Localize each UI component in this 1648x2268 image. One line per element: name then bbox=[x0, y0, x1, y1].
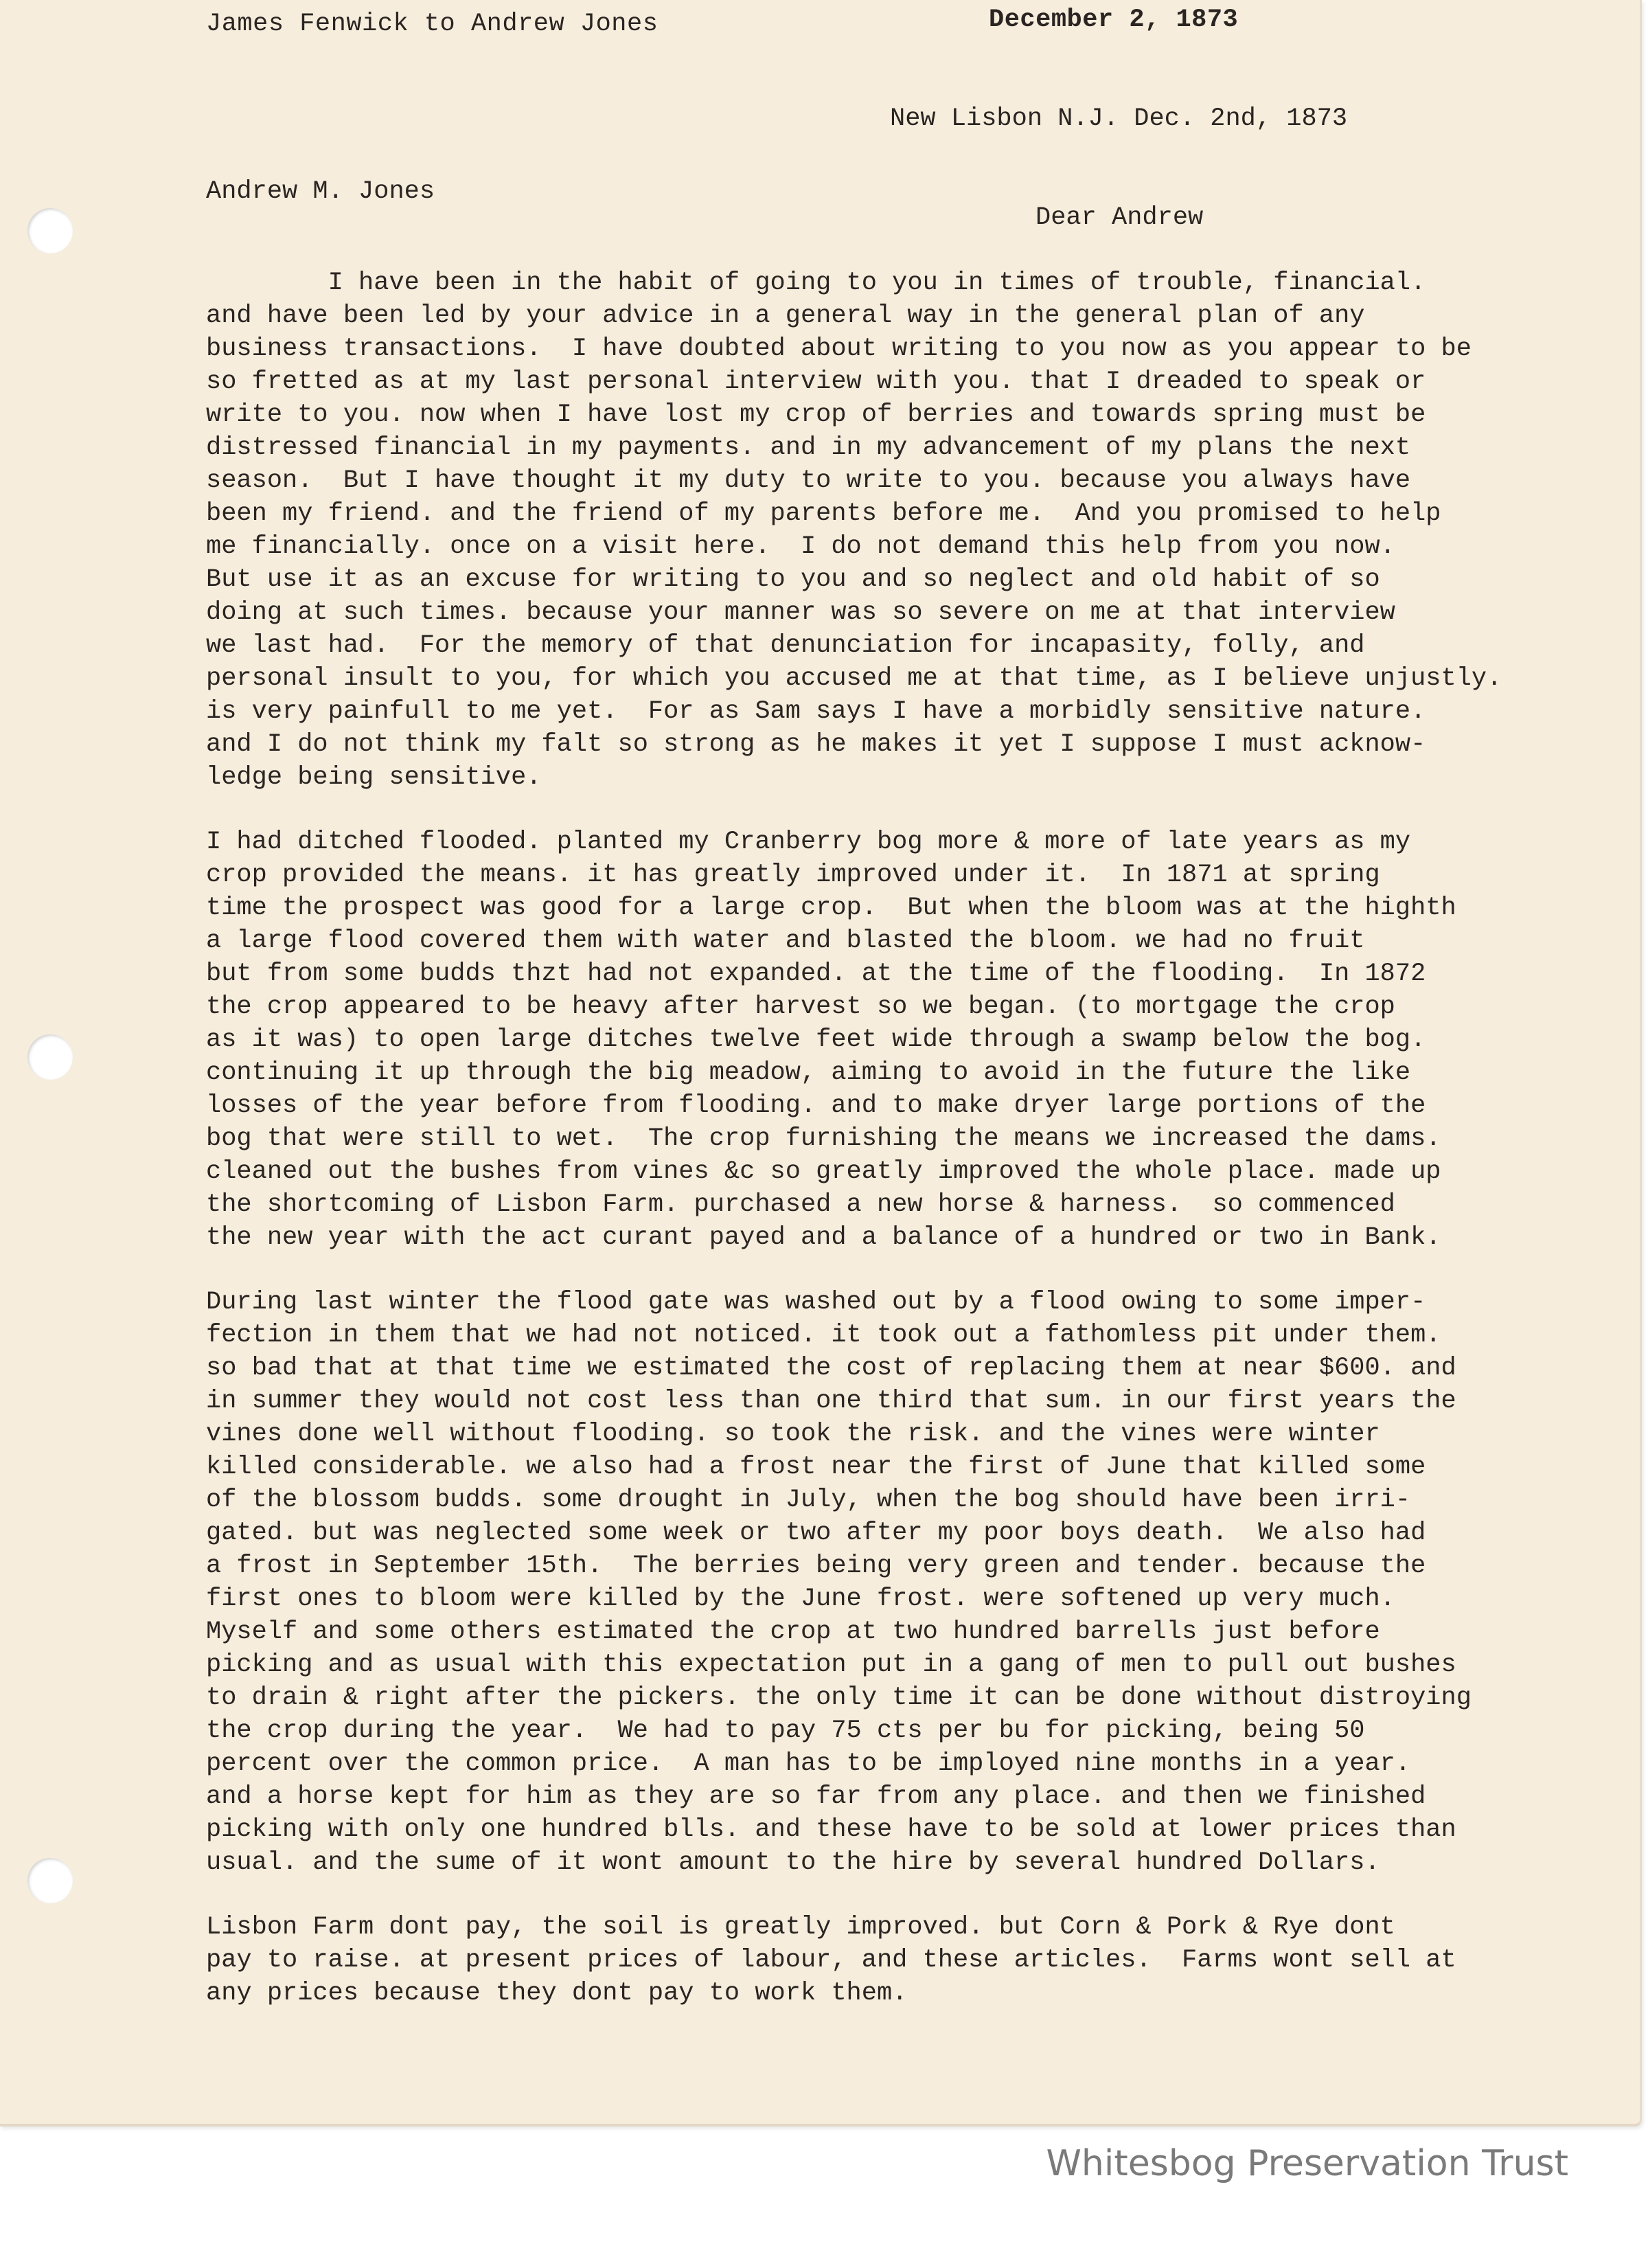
letter-body bbox=[206, 267, 1572, 2010]
letter-place-date: New Lisbon N.J. Dec. 2nd, 1873 bbox=[890, 104, 1348, 133]
letter-paragraph-3: During last winter the flood gate was washed out by a flood owing to some imper- fection in them that we had not noticed. it took out a fathomless pit under them. so bad that at that time we estimated the cost of replacing them at near $600. and in summer they would not cost less than one third that sum. in our first years the vines done well without flooding. so took the risk. and the vines were winter killed considerable. we also had a frost near the first of June that killed some of the blossom budds. some drought in July, when the bog should have been irri- gated. but was neglected some week or two after my poor boys death. We also had a frost in September 15th. The berries being very green and tender. because the first ones to bloom were killed by the June frost. were softened up very much. Myself and some others estimated the crop at two hundred barrells just before picking and as usual with this expectation put in a gang of men to pull out bushes to drain & right after the pickers. the only time it can be done without distroying the crop during the year. We had to pay 75 cts per bu for picking, being 50 percent over the common price. A man has to be imployed nine months in a year. and a horse kept for him as they are so far from any place. and then we finished picking with only one hundred blls. and these have to be sold at lower prices than usual. and the sume of it wont amount to the hire by several hundred Dollars. bbox=[206, 1288, 1472, 1877]
binder-hole-top bbox=[27, 208, 73, 253]
header-date: December 2, 1873 bbox=[989, 5, 1239, 34]
letter-paragraph-4: Lisbon Farm dont pay, the soil is greatly improved. but Corn & Pork & Rye dont pay to raise. at present prices of labour, and these articles. Farms wont sell at any prices because they dont pay to work them. bbox=[206, 1913, 1456, 2008]
header-title: James Fenwick to Andrew Jones bbox=[206, 10, 659, 38]
letter-recipient: Andrew M. Jones bbox=[206, 177, 435, 206]
binder-hole-bottom bbox=[27, 1858, 73, 1903]
binder-hole-middle bbox=[27, 1034, 73, 1080]
letter-paragraph-2: I had ditched flooded. planted my Cranberry bog more & more of late years as my crop provided the means. it has greatly improved under it. In 1871 at spring time the prospect was good for a large crop. But when the bloom was at the highth a large flood covered them with water and blasted the bloom. we had no fruit but from some budds thzt had not expanded. at the time of the flooding. In 1872 the crop appeared to be heavy after harvest so we began. (to mortgage the crop as it was) to open large ditches twelve feet wide through a swamp below the bog. continuing it up through the big meadow, aiming to avoid in the future the like losses of the year before from flooding. and to make dryer large portions of the bog that were still to wet. The crop furnishing the means we increased the dams. cleaned out the bushes from vines &c so greatly improved the whole place. made up the shortcoming of Lisbon Farm. purchased a new horse & harness. so commenced the new year with the act curant payed and a balance of a hundred or two in Bank. bbox=[206, 828, 1456, 1252]
letter-paragraph-1: I have been in the habit of going to you in times of trouble, financial. and have been led by your advice in a general way in the general plan of any business transactions. I have doubted about writing to you now as you appear to be so fretted as at my last personal interview with you. that I dreaded to speak or write to you. now when I have lost my crop of berries and towards spring must be distressed financial in my payments. and in my advancement of my plans the next season. But I have thought it my duty to write to you. because you always have been my friend. and the friend of my parents before me. And you promised to help me financially. once on a visit here. I do not demand this help from you now. But use it as an excuse for writing to you and so neglect and old habit of so doing at such times. because your manner was so severe on me at that interview we last had. For the memory of that denunciation for incapasity, folly, and personal insult to you, for which you accused me at that time, as I believe unjustly. is very painfull to me yet. For as Sam says I have a morbidly sensitive nature. and I do not think my falt so strong as he makes it yet I suppose I must acknow- ledge being sensitive. bbox=[206, 269, 1502, 792]
letter-salutation: Dear Andrew bbox=[1035, 203, 1204, 232]
watermark-text: Whitesbog Preservation Trust bbox=[1046, 2143, 1568, 2184]
